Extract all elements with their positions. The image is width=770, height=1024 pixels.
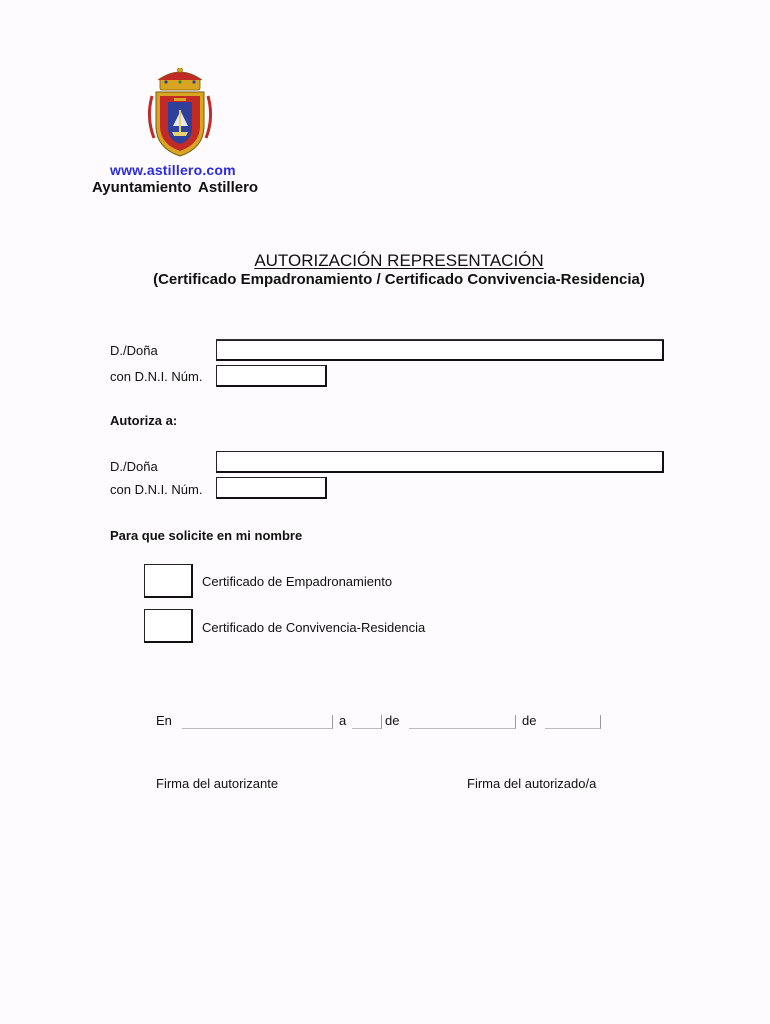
authorizer-name-field[interactable]	[216, 340, 664, 361]
authorizer-signature-label: Firma del autorizante	[156, 776, 279, 791]
website-link[interactable]: www.astillero.com	[110, 162, 236, 178]
convivencia-label: Certificado de Convivencia-Residencia	[202, 620, 426, 635]
coat-of-arms-logo	[144, 68, 216, 160]
date-en-label: En	[156, 713, 172, 728]
document-subtitle: (Certificado Empadronamiento / Certificado Convivencia-Residencia)	[153, 271, 645, 288]
date-month-field[interactable]	[409, 715, 516, 729]
date-place-field[interactable]	[182, 715, 333, 729]
date-a-label: a	[339, 713, 347, 728]
authorized-dni-field[interactable]	[216, 477, 327, 499]
authorized-signature-label: Firma del autorizado/a	[467, 776, 597, 791]
date-day-field[interactable]	[352, 715, 382, 729]
crown-icon	[158, 68, 202, 90]
convivencia-checkbox[interactable]	[144, 609, 193, 643]
authorizer-name-label: D./Doña	[110, 343, 158, 358]
authorized-name-label: D./Doña	[110, 459, 158, 474]
authorizer-dni-label: con D.N.I. Núm.	[110, 369, 203, 384]
authorizer-dni-field[interactable]	[216, 365, 327, 387]
request-heading: Para que solicite en mi nombre	[110, 528, 303, 543]
date-year-field[interactable]	[545, 715, 601, 729]
date-de-label-2: de	[522, 713, 537, 728]
date-de-label-1: de	[385, 713, 400, 728]
empadronamiento-label: Certificado de Empadronamiento	[202, 574, 393, 589]
document-title: AUTORIZACIÓN REPRESENTACIÓN	[254, 251, 544, 270]
authorized-name-field[interactable]	[216, 451, 664, 473]
organization-name: Ayuntamiento Astillero	[92, 179, 259, 196]
authorizes-heading: Autoriza a:	[110, 413, 178, 428]
empadronamiento-checkbox[interactable]	[144, 564, 193, 598]
authorized-dni-label: con D.N.I. Núm.	[110, 482, 203, 497]
